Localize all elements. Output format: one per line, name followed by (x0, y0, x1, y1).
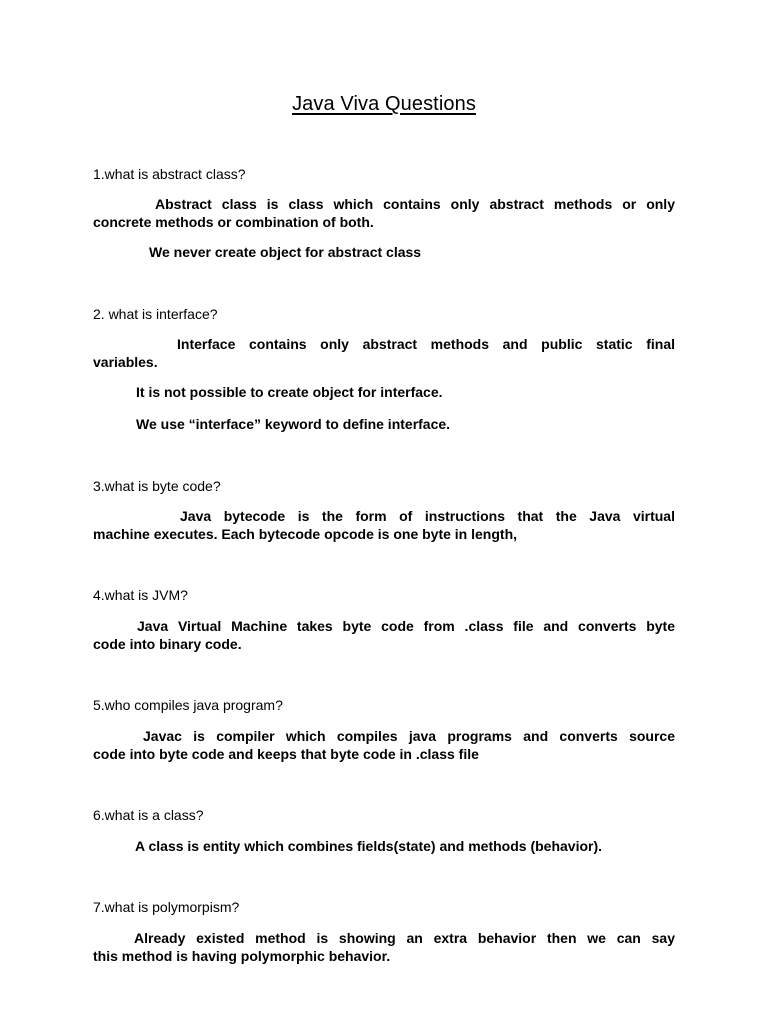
answer-2-line-1: Interface contains only abstract methods and public static final (177, 336, 675, 352)
answer-2-note-2: We use “interface” keyword to define interface. (136, 416, 451, 432)
answer-5-line-1: Javac is compiler which compiles java programs and converts source (143, 728, 675, 744)
answer-2-line-2: variables. (93, 354, 158, 370)
answer-1-note: We never create object for abstract class (149, 244, 422, 260)
answer-2 (93, 335, 675, 371)
question-5: 5.who compiles java program? (93, 697, 283, 713)
answer-4-line-1: Java Virtual Machine takes byte code from .class file and converts byte (137, 618, 675, 634)
answer-3-line-2: machine executes. Each bytecode opcode is one byte in length, (93, 526, 518, 542)
question-3: 3.what is byte code? (93, 478, 221, 494)
answer-7-line-1: Already existed method is showing an extra behavior then we can say (134, 930, 675, 946)
answer-2-note-1: It is not possible to create object for interface. (136, 384, 443, 400)
answer-3 (93, 507, 675, 543)
answer-5 (93, 727, 675, 763)
answer-6-note: A class is entity which combines fields(state) and methods (behavior). (135, 838, 603, 854)
answer-5-line-2: code into byte code and keeps that byte code in .class file (93, 746, 479, 762)
answer-1 (93, 195, 675, 231)
page-title: Java Viva Questions (292, 93, 476, 115)
question-7: 7.what is polymorpism? (93, 899, 240, 915)
question-4: 4.what is JVM? (93, 587, 188, 603)
answer-1-line-1: Abstract class is class which contains only abstract methods or only (155, 196, 675, 212)
answer-3-line-1: Java bytecode is the form of instructions that the Java virtual (180, 508, 675, 524)
answer-1-line-2: concrete methods or combination of both. (93, 214, 374, 230)
question-6: 6.what is a class? (93, 807, 204, 823)
answer-7 (93, 929, 675, 965)
answer-4-line-2: code into binary code. (93, 636, 242, 652)
question-1: 1.what is abstract class? (93, 166, 246, 182)
answer-4 (93, 617, 675, 653)
answer-7-line-2: this method is having polymorphic behavior. (93, 948, 391, 964)
question-2: 2. what is interface? (93, 306, 218, 322)
